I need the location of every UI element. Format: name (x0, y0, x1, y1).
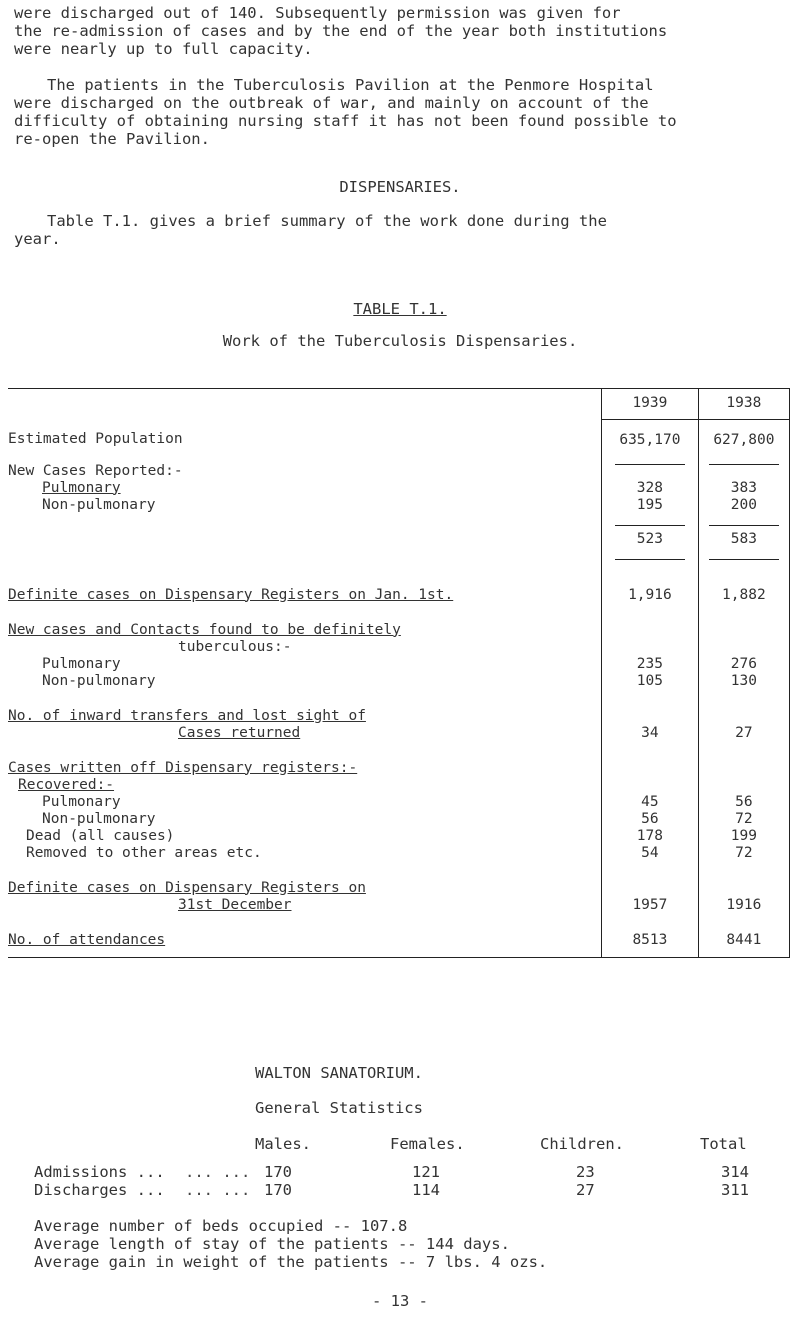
discharges-females: 114 (412, 1181, 440, 1199)
table-row: 31st December 1957 1916 (8, 897, 790, 914)
discharges-children: 27 (576, 1181, 595, 1199)
table-row: 523 583 (8, 531, 790, 548)
stats-header-total: Total (700, 1135, 747, 1153)
stats-header-males: Males. (255, 1135, 311, 1153)
table-row: New Cases Reported:- (8, 449, 790, 480)
section-text: Table T.1. gives a brief summary of the work done during the (47, 212, 607, 230)
table-row: Definite cases on Dispensary Registers on Jan. 1st. 1,916 1,882 (8, 565, 790, 604)
table-row: Non-pulmonary 56 72 (8, 811, 790, 828)
page-number: - 13 - (372, 1292, 428, 1310)
table-row: Pulmonary 45 56 (8, 794, 790, 811)
admissions-males: 170 (264, 1163, 292, 1181)
table-row: Pulmonary 235 276 (8, 656, 790, 673)
intro-line: The patients in the Tuberculosis Pavilion at the Penmore Hospital (47, 76, 654, 94)
table-row: Removed to other areas etc. 54 72 (8, 845, 790, 862)
discharges-males: 170 (264, 1181, 292, 1199)
sanatorium-subtitle: General Statistics (255, 1099, 423, 1117)
note-line: Average length of stay of the patients -- 144 days. (34, 1235, 510, 1253)
discharges-label: Discharges ... (34, 1181, 165, 1199)
intro-line: the re-admission of cases and by the end of the year both institutions (14, 22, 668, 40)
col-header-1938: 1938 (698, 389, 789, 420)
discharges-total: 311 (721, 1181, 749, 1199)
table-row: Non-pulmonary 105 130 (8, 673, 790, 690)
table-row: Recovered:- (8, 777, 790, 794)
admissions-children: 23 (576, 1163, 595, 1181)
section-text: year. (14, 230, 61, 248)
table-row: tuberculous:- (8, 639, 790, 656)
table-row: No. of inward transfers and lost sight of (8, 690, 790, 725)
dispensary-table (8, 388, 790, 958)
table-title: TABLE T.1. (353, 300, 447, 318)
note-line: Average number of beds occupied -- 107.8 (34, 1217, 408, 1235)
stats-header-children: Children. (540, 1135, 624, 1153)
admissions-females: 121 (412, 1163, 440, 1181)
intro-line: re-open the Pavilion. (14, 130, 210, 148)
table-row: No. of attendances 8513 8441 (8, 914, 790, 958)
stats-header-females: Females. (390, 1135, 465, 1153)
intro-line: were discharged on the outbreak of war, and mainly on account of the (14, 94, 649, 112)
table-row (8, 548, 790, 565)
sanatorium-title: WALTON SANATORIUM. (255, 1064, 423, 1082)
table-row: Pulmonary 328 383 (8, 480, 790, 497)
table-subtitle: Work of the Tuberculosis Dispensaries. (222, 332, 578, 350)
table-row: Cases returned 34 27 (8, 725, 790, 742)
table-row: Dead (all causes) 178 199 (8, 828, 790, 845)
intro-line: were nearly up to full capacity. (14, 40, 313, 58)
admissions-total: 314 (721, 1163, 749, 1181)
intro-line: difficulty of obtaining nursing staff it has not been found possible to (14, 112, 677, 130)
table-row: Estimated Population 635,170 627,800 (8, 419, 790, 449)
table-row: Definite cases on Dispensary Registers on (8, 862, 790, 897)
intro-line: were discharged out of 140. Subsequently permission was given for (14, 4, 621, 22)
admissions-label: Admissions ... (34, 1163, 165, 1181)
admissions-fill: ... ... (185, 1163, 251, 1181)
section-heading: DISPENSARIES. (339, 178, 461, 196)
table-row (8, 514, 790, 531)
table-header-row (8, 389, 790, 420)
table-row: New cases and Contacts found to be definitely (8, 604, 790, 639)
note-line: Average gain in weight of the patients -- 7 lbs. 4 ozs. (34, 1253, 548, 1271)
discharges-fill: ... ... (185, 1181, 251, 1199)
col-header-1939: 1939 (602, 389, 699, 420)
table-row: Cases written off Dispensary registers:- (8, 742, 790, 777)
table-row: Non-pulmonary 195 200 (8, 497, 790, 514)
